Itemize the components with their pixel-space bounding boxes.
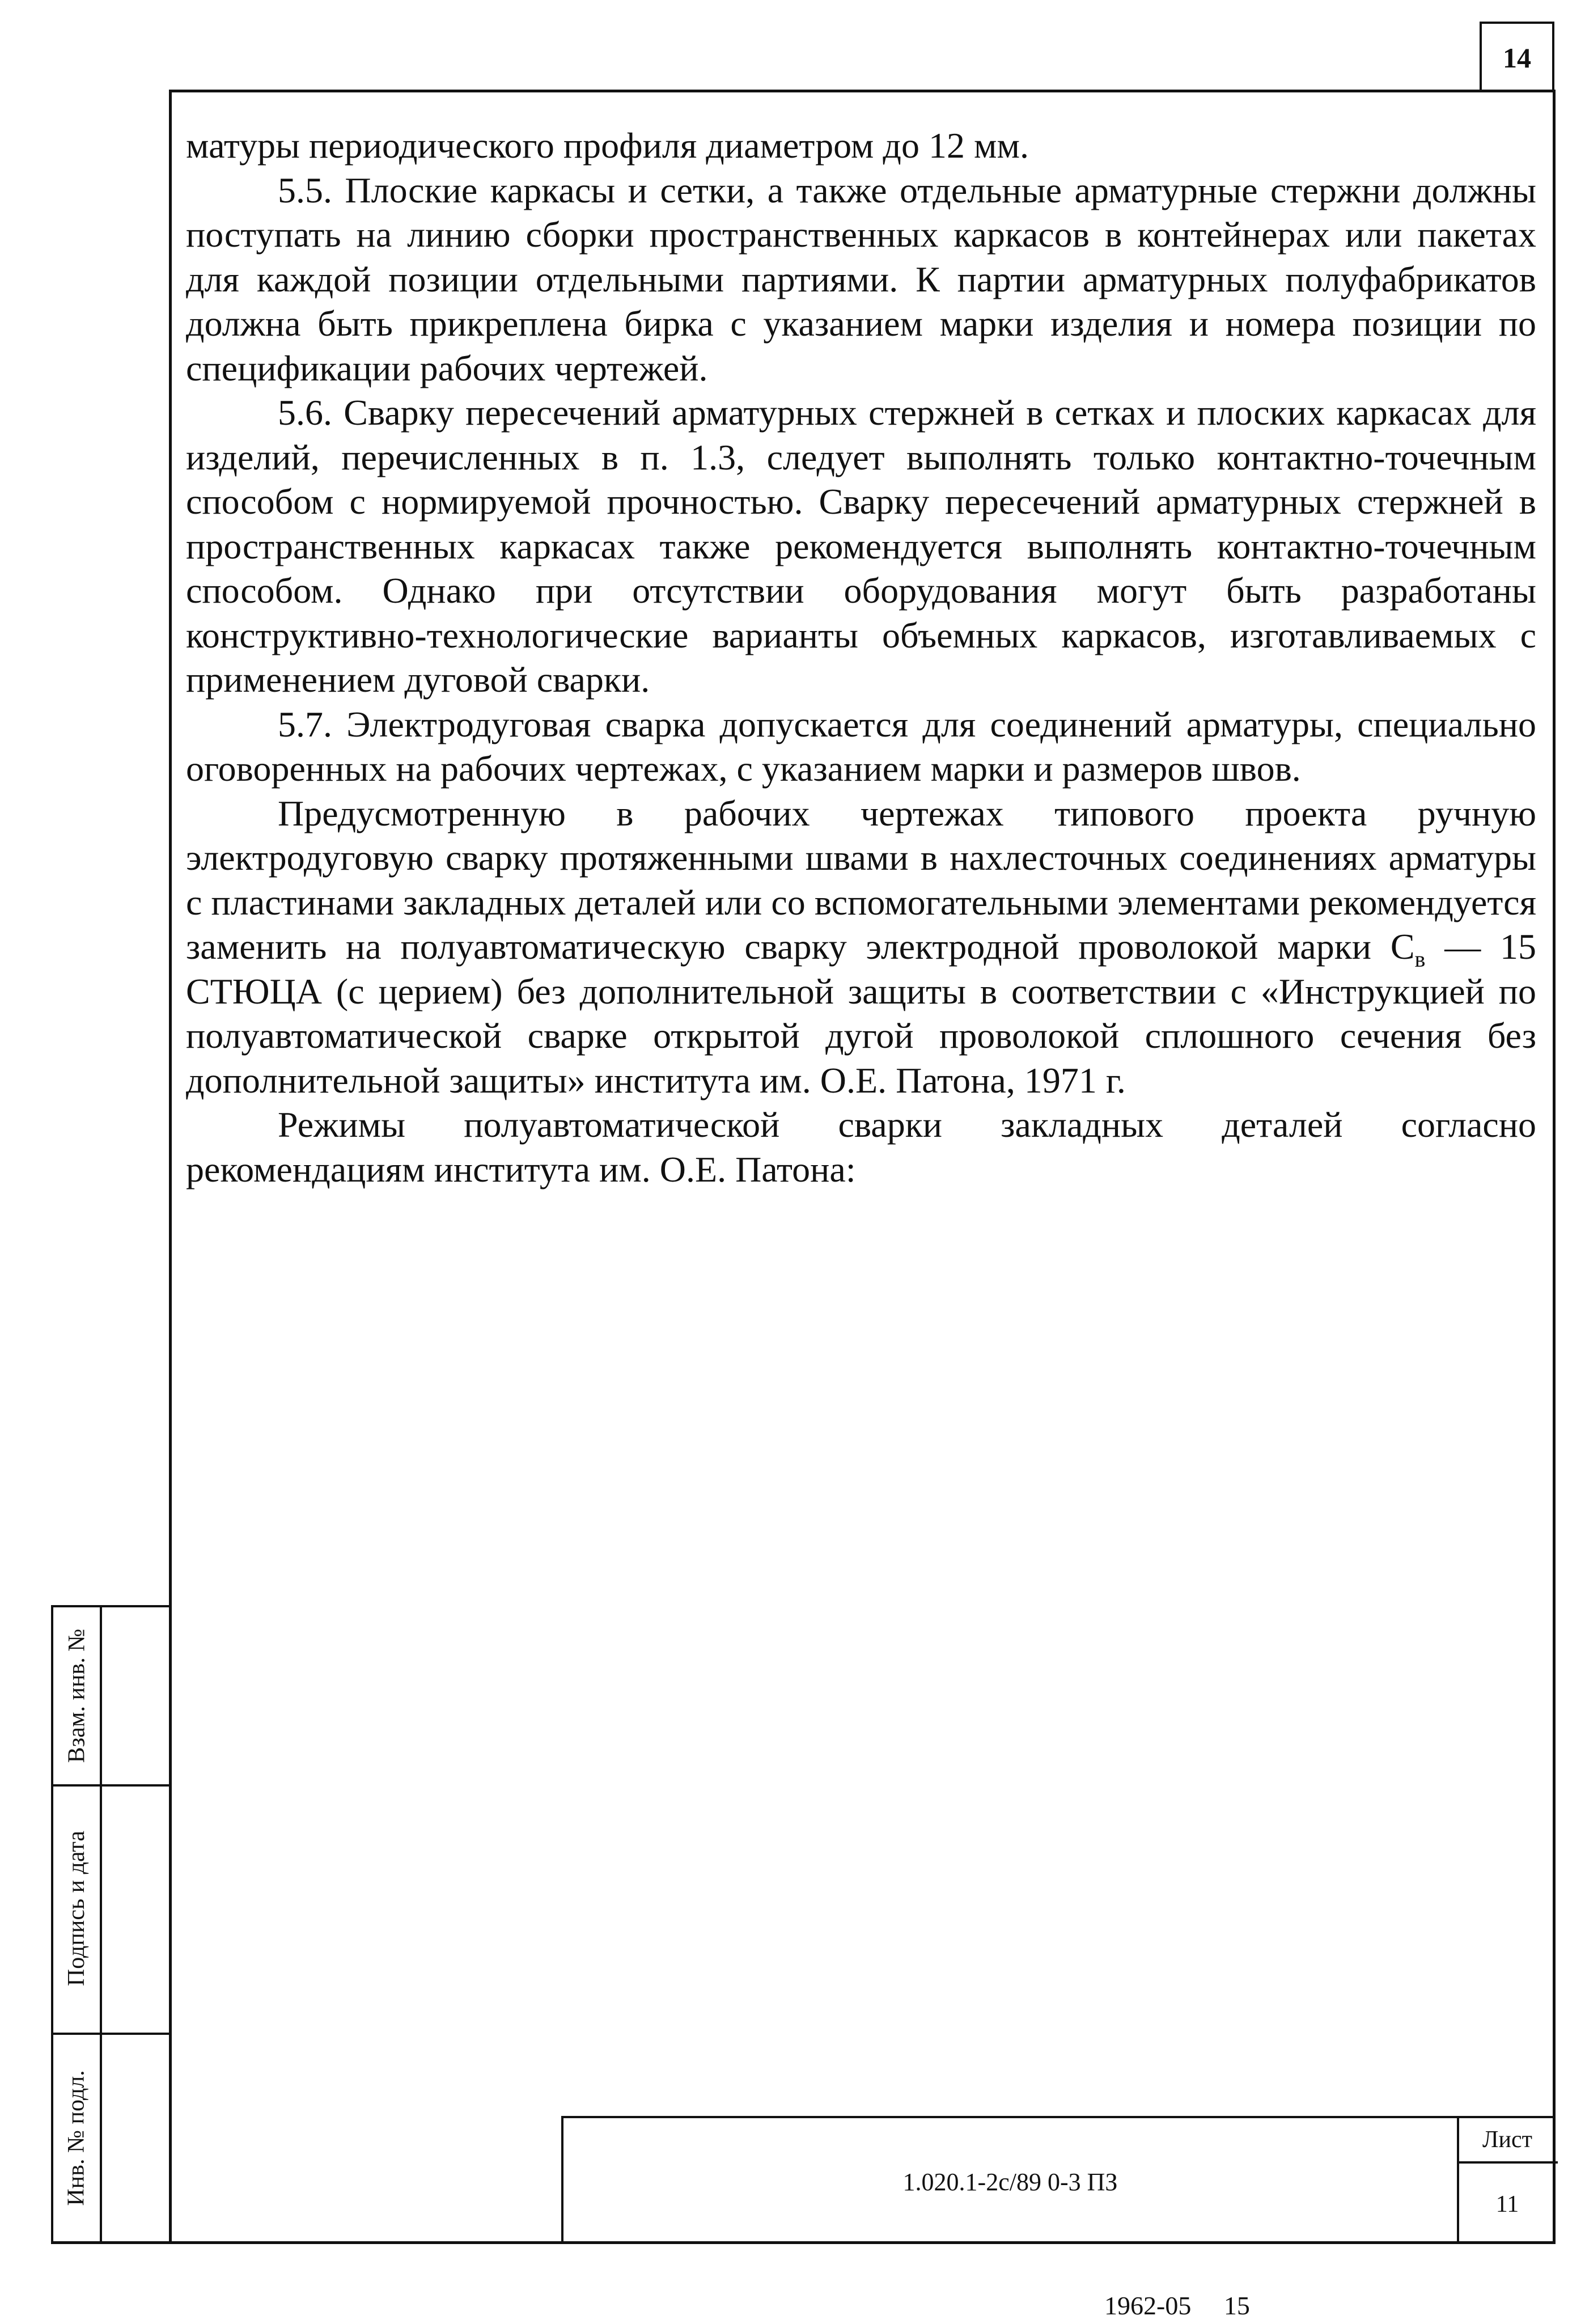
paragraph-5-7: 5.7. Электродуговая сварка допускается для соединений арматуры, специально оговоренных на рабочих чертежах, с указанием марки и размеров швов.: [186, 704, 1536, 789]
side-stamp-signature-date: Подпись и дата: [63, 1830, 90, 1987]
side-stamp-column-divider: [100, 1607, 102, 2241]
paragraph-welding-replacement: [186, 791, 1536, 1103]
paragraph-welding-modes: Режимы полуавтоматической сварки закладных деталей согласно рекомендациям института им. О.Е. Патона:: [186, 1104, 1536, 1189]
footer-number: 15: [1223, 2291, 1250, 2320]
document-code: 1.020.1-2с/89 0-3 ПЗ: [902, 2168, 1118, 2196]
footer-code: 1962-05: [1104, 2291, 1192, 2320]
side-stamp-replacement-inv: Взам. инв. №: [63, 1628, 90, 1763]
frame-top-line: [169, 90, 1556, 92]
title-block: [561, 2116, 1556, 2243]
paragraph-5-5: 5.5. Плоские каркасы и сетки, а также отдельные арматурные стержни должны поступать на линию сборки пространственных каркасов в контейнерах или пакетах для каждой позиции отдельными партиями. К партии арматурных полуфабрикатов должна быть прикреплена бирка с указанием марки изделия и номера позиции по спецификации рабочих чертежей.: [186, 170, 1536, 388]
side-stamp-original-inv: Инв. № подл.: [63, 2070, 90, 2206]
frame-right-line: [1553, 90, 1556, 2244]
frame-left-line: [169, 90, 172, 2244]
page-number: 14: [1480, 22, 1554, 92]
document-body: [186, 124, 1536, 1192]
paragraph-welding-text-b: — 15 СТЮЦА (с церием) без дополнительной защиты в соответствии с «Инструкцией по полуавтоматической сварке открытой дугой проволокой сплошного сечения без дополнительной защиты» института им. О.Е. Патона, 1971 г.: [186, 926, 1536, 1100]
paragraph-welding-text-a: Предусмотренную в рабочих чертежах типового проекта ручную электродуговую сварку протяженными швами в нахлесточных соединениях арматуры с пластинами закладных деталей или со вспомогательными элементами рекомендуется заменить на полуавтоматическую сварку электродной проволокой марки С: [186, 793, 1536, 967]
footer-archive-number: [1104, 2291, 1250, 2321]
paragraph-5-6: 5.6. Сварку пересечений арматурных стержней в сетках и плоских каркасах для изделий, перечисленных в п. 1.3, следует выполнять только контактно-точечным способом с нормируемой прочностью. Сварку пересечений арматурных стержней в пространственных каркасах также рекомендуется выполнять контактно-точечным способом. Однако при отсутствии оборудования могут быть разработаны конструктивно-технологические варианты объемных каркасов, изготавливаемых с применением дуговой сварки.: [186, 392, 1536, 700]
side-stamp: [51, 1605, 169, 2241]
paragraph-1: матуры периодического профиля диаметром до 12 мм.: [186, 125, 1029, 166]
subscript-v: в: [1414, 946, 1426, 972]
sheet-label: Лист: [1482, 2127, 1532, 2153]
sheet-number: 11: [1495, 2191, 1519, 2217]
